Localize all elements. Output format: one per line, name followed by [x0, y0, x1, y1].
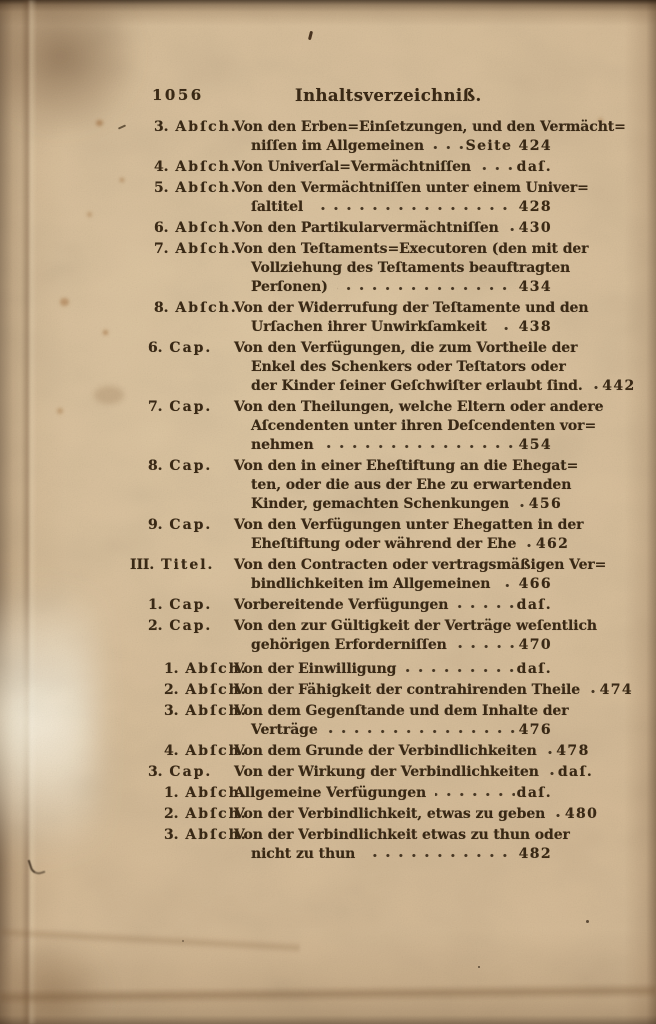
entry-label — [148, 516, 212, 535]
entry-number: 3. — [148, 764, 163, 780]
dot-leader — [337, 283, 516, 294]
entry-number: 3. — [164, 703, 179, 719]
entry-label — [164, 742, 248, 761]
entry-kind: Cap. — [169, 458, 213, 474]
entry-title-text: Von der Fähigkeit der contrahirenden Theile — [234, 682, 581, 698]
entry-label — [154, 240, 238, 259]
entry-lines — [234, 617, 597, 655]
entry-title-text: ſaltitel — [251, 199, 304, 215]
entry-label — [154, 118, 238, 137]
entry-number: 8. — [148, 458, 163, 474]
entry-title-text: Kinder, gemachten Schenkungen — [251, 496, 510, 512]
entry-page-number: daſ. — [516, 661, 552, 677]
entry-lines — [234, 299, 589, 337]
entry-lines — [234, 219, 552, 238]
entry-kind: Abſch. — [185, 785, 248, 801]
entry-lines — [234, 398, 604, 455]
toc-list — [128, 118, 636, 864]
entry-number: 1. — [164, 661, 179, 677]
toc-entry — [128, 118, 626, 156]
dot-leader — [548, 768, 556, 779]
entry-title-text: Allgemeine Verfügungen — [234, 785, 427, 801]
entry-label — [148, 763, 212, 782]
toc-entry — [128, 617, 597, 655]
dot-leader — [496, 323, 516, 334]
entry-label — [164, 681, 248, 700]
entry-lines — [234, 596, 552, 615]
entry-title-text: Von den Partikularvermächtniſſen — [234, 220, 499, 236]
toc-entry — [128, 702, 569, 740]
entry-title-text: Von den Teſtaments=Executoren (den mit der — [234, 241, 589, 257]
entry-page-number: 456 — [528, 496, 563, 512]
entry-page-number: daſ. — [516, 597, 552, 613]
toc-entry — [128, 179, 589, 217]
entry-line — [234, 826, 570, 845]
entry-lines — [234, 240, 589, 297]
entry-label — [148, 617, 212, 636]
entry-page-number: 434 — [518, 279, 552, 295]
entry-page-number: 438 — [518, 319, 552, 335]
entry-line — [234, 596, 552, 615]
entry-page-number: 482 — [518, 846, 552, 862]
entry-label — [148, 596, 212, 615]
toc-entry — [128, 299, 589, 337]
entry-line — [234, 763, 594, 782]
entry-label — [148, 339, 212, 358]
entry-page-number: 430 — [518, 220, 552, 236]
entry-number: 4. — [164, 743, 179, 759]
entry-title-text: Von den zur Gültigkeit der Verträge weſentlich — [234, 618, 597, 634]
entry-kind: Cap. — [169, 340, 213, 356]
entry-label — [164, 660, 248, 679]
page-content — [128, 86, 636, 866]
entry-kind: Abſch. — [175, 241, 238, 257]
entry-kind: Cap. — [169, 618, 213, 634]
entry-lines — [234, 826, 570, 864]
toc-entry — [128, 158, 552, 177]
entry-line — [234, 535, 570, 554]
entry-title-text: Von den Vermächtniſſen unter einem Univer= — [234, 180, 589, 196]
entry-page-number: 480 — [564, 806, 599, 822]
toc-entry — [128, 516, 584, 554]
entry-line — [234, 784, 552, 803]
entry-lines — [234, 179, 589, 217]
entry-page-number: 478 — [556, 743, 590, 759]
entry-kind: Cap. — [169, 764, 213, 780]
toc-entry — [128, 556, 607, 594]
entry-page-number: daſ. — [557, 764, 594, 780]
entry-number: 2. — [164, 806, 179, 822]
entry-title-text: bindlichkeiten im Allgemeinen — [251, 576, 491, 592]
entry-label — [148, 398, 212, 417]
dot-leader — [546, 747, 554, 758]
entry-line — [234, 436, 552, 455]
entry-page-number: 466 — [518, 576, 552, 592]
entry-lines — [234, 660, 552, 679]
entry-lines — [234, 158, 552, 177]
entry-kind: Abſch. — [185, 827, 248, 843]
toc-entry — [128, 784, 552, 803]
entry-title-text: Von der Verbindlichkeit, etwas zu geben — [234, 806, 546, 822]
entry-number: 7. — [154, 241, 169, 257]
entry-label — [154, 179, 238, 198]
entry-kind: Abſch. — [175, 180, 238, 196]
entry-line — [234, 339, 578, 358]
entry-kind: Abſch. — [185, 703, 248, 719]
dot-leader — [405, 665, 514, 676]
entry-title-text: Von den Erben=Einſetzungen, und den Vermächt= — [234, 119, 626, 135]
entry-lines — [234, 457, 579, 514]
entry-lines — [234, 784, 552, 803]
entry-line — [234, 845, 552, 864]
entry-lines — [234, 805, 599, 824]
dot-leader — [364, 850, 516, 861]
toc-entry — [128, 339, 636, 396]
entry-kind: Abſch. — [185, 661, 248, 677]
dot-leader — [589, 686, 597, 697]
entry-kind: Titel. — [161, 557, 215, 573]
dot-leader — [480, 163, 515, 174]
entry-page-number: 476 — [518, 722, 552, 738]
entry-line — [234, 240, 589, 259]
entry-title-text: Von dem Grunde der Verbindlichkeiten — [234, 743, 537, 759]
entry-title-text: Vollziehung des Teſtaments beauftragten — [251, 260, 571, 276]
entry-title-text: ten, oder die aus der Ehe zu erwartenden — [251, 477, 572, 493]
entry-title-text: Von der Einwilligung — [234, 661, 397, 677]
entry-title-text: Von den Theilungen, welche Eltern oder andere — [234, 399, 604, 415]
entry-title-text: Von den in einer Eheſtiftung an die Ehegat= — [234, 458, 579, 474]
entry-title-text: Von dem Gegenſtande und dem Inhalte der — [234, 703, 569, 719]
dot-leader — [435, 789, 515, 800]
entry-title-text: Von der Widerrufung der Teſtamente und den — [234, 300, 589, 316]
entry-number: 8. — [154, 300, 169, 316]
entry-page-number: 454 — [518, 437, 552, 453]
dot-leader — [456, 641, 516, 652]
dot-leader — [327, 726, 516, 737]
entry-title-text: nehmen — [251, 437, 314, 453]
entry-kind: Abſch. — [185, 682, 248, 698]
entry-kind: Abſch. — [175, 159, 238, 175]
entry-title-text: Perſonen) — [251, 279, 328, 295]
entry-line — [234, 158, 552, 177]
entry-line — [234, 476, 572, 495]
toc-entry — [128, 805, 599, 824]
entry-line — [234, 660, 552, 679]
entry-title-text: nicht zu thun — [251, 846, 356, 862]
entry-page-number: 462 — [535, 536, 570, 552]
entry-number: 4. — [154, 159, 169, 175]
entry-line — [234, 398, 604, 417]
entry-number: 2. — [148, 618, 163, 634]
entry-line — [234, 702, 569, 721]
entry-title-text: Von der Wirkung der Verbindlichkeiten — [234, 764, 539, 780]
entry-lines — [234, 556, 607, 594]
entry-line — [234, 495, 563, 514]
toc-entry — [128, 457, 579, 514]
folio-number: 1056 — [152, 86, 204, 104]
entry-title-text: der Kinder ſeiner Geſchwiſter erlaubt ſind. — [251, 378, 583, 394]
entry-title-text: Von den Verfügungen, die zum Vortheile der — [234, 340, 578, 356]
entry-label — [130, 556, 214, 575]
entry-number: 1. — [148, 597, 163, 613]
entry-title-text: Von den Contracten oder vertragsmäßigen Ver= — [234, 557, 607, 573]
entry-number: 5. — [154, 180, 169, 196]
entry-line — [234, 617, 597, 636]
entry-lines — [234, 339, 636, 396]
toc-entry — [128, 240, 589, 297]
entry-kind: Abſch. — [185, 743, 248, 759]
page-title: Inhaltsverzeichniß. — [295, 86, 482, 105]
entry-line — [234, 721, 552, 740]
entry-title-text: Verträge — [251, 722, 318, 738]
entry-lines — [234, 681, 634, 700]
entry-line — [234, 278, 552, 297]
entry-kind: Cap. — [169, 597, 213, 613]
dot-leader — [312, 203, 516, 214]
entry-number: 1. — [164, 785, 179, 801]
toc-entry — [128, 763, 594, 782]
toc-entry — [128, 660, 552, 679]
dot-leader — [499, 580, 516, 591]
entry-line — [234, 805, 599, 824]
entry-label — [148, 457, 212, 476]
entry-line — [234, 358, 566, 377]
entry-line — [234, 556, 607, 575]
entry-lines — [234, 516, 584, 554]
entry-line — [234, 137, 552, 156]
toc-entry — [128, 596, 552, 615]
dot-leader — [508, 224, 516, 235]
entry-lines — [234, 763, 594, 782]
entry-line — [234, 575, 552, 594]
entry-title-text: Von Univerſal=Vermächtniſſen — [234, 159, 471, 175]
entry-title-text: gehörigen Erforderniſſen — [251, 637, 447, 653]
entry-title-text: Eheſtiftung oder während der Ehe — [251, 536, 517, 552]
toc-entry — [128, 742, 590, 761]
entry-line — [234, 742, 590, 761]
entry-number: 6. — [154, 220, 169, 236]
entry-label — [164, 702, 248, 721]
entry-line — [234, 198, 552, 217]
page-header — [128, 86, 552, 105]
entry-line — [234, 516, 584, 535]
entry-label — [164, 826, 248, 845]
entry-line — [234, 219, 552, 238]
entry-number: 2. — [164, 682, 179, 698]
entry-title-text: Aſcendenten unter ihren Deſcendenten vor= — [251, 418, 597, 434]
entry-title-text: Von der Verbindlichkeit etwas zu thun oder — [234, 827, 570, 843]
toc-entry — [128, 681, 634, 700]
dot-leader — [433, 142, 464, 153]
entry-line — [234, 259, 571, 278]
dot-leader — [518, 500, 526, 511]
entry-line — [234, 457, 579, 476]
dot-leader — [554, 810, 562, 821]
entry-page-number: 428 — [518, 199, 552, 215]
entry-number: 6. — [148, 340, 163, 356]
dot-leader — [323, 441, 516, 452]
entry-line — [234, 417, 597, 436]
dot-leader — [457, 601, 514, 612]
entry-title-text: Urſachen ihrer Unwirkſamkeit — [251, 319, 487, 335]
toc-entry — [128, 219, 552, 238]
dot-leader — [592, 382, 600, 393]
dot-leader — [525, 540, 533, 551]
entry-kind: Cap. — [169, 517, 213, 533]
entry-lines — [234, 118, 626, 156]
entry-title-text: Von den Verfügungen unter Ehegatten in der — [234, 517, 584, 533]
entry-lines — [234, 702, 569, 740]
entry-number: 3. — [154, 119, 169, 135]
entry-kind: Abſch. — [175, 119, 238, 135]
entry-line — [234, 377, 636, 396]
entry-page-number: daſ. — [516, 159, 552, 175]
entry-number: III. — [130, 557, 155, 573]
entry-line — [234, 179, 589, 198]
entry-label — [164, 805, 248, 824]
entry-kind: Abſch. — [185, 806, 248, 822]
entry-label — [154, 299, 238, 318]
entry-label — [164, 784, 248, 803]
entry-page-number: 470 — [518, 637, 552, 653]
entry-kind: Abſch. — [175, 300, 238, 316]
entry-label — [154, 219, 238, 238]
entry-page-number: daſ. — [516, 785, 552, 801]
entry-lines — [234, 742, 590, 761]
entry-title-text: Vorbereitende Verfügungen — [234, 597, 449, 613]
entry-page-number: 474 — [599, 682, 634, 698]
entry-line — [234, 118, 626, 137]
entry-page-number: 442 — [602, 378, 636, 394]
entry-line — [234, 299, 589, 318]
toc-entry — [128, 826, 570, 864]
entry-number: 3. — [164, 827, 179, 843]
entry-line — [234, 681, 634, 700]
entry-label — [154, 158, 238, 177]
entry-page-number: Seite 424 — [465, 138, 552, 154]
entry-title-text: niſſen im Allgemeinen — [251, 138, 424, 154]
entry-number: 9. — [148, 517, 163, 533]
entry-line — [234, 318, 552, 337]
entry-title-text: Enkel des Schenkers oder Teſtators oder — [251, 359, 566, 375]
toc-entry — [128, 398, 604, 455]
entry-number: 7. — [148, 399, 163, 415]
entry-line — [234, 636, 552, 655]
entry-kind: Abſch. — [175, 220, 238, 236]
entry-kind: Cap. — [169, 399, 213, 415]
